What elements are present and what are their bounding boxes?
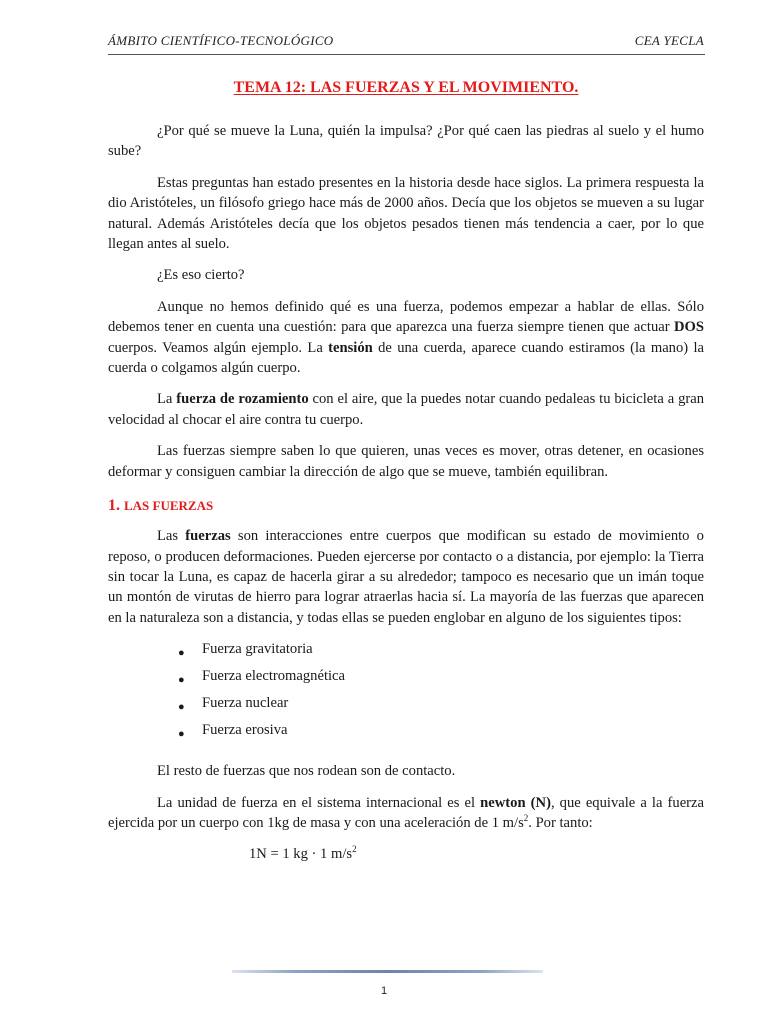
header-divider bbox=[108, 54, 705, 55]
superscript: 2 bbox=[523, 813, 529, 824]
list-item-label: Fuerza gravitatoria bbox=[202, 641, 313, 658]
intro-paragraph-6: Las fuerzas siempre saben lo que quieren, unas veces es mover, otras detener, en ocasiones deformar y consiguen cambiar la dirección de algo que se mueve, también equilibran. bbox=[108, 443, 704, 480]
newton-formula bbox=[249, 844, 704, 864]
footer-divider bbox=[232, 970, 543, 973]
force-types-list bbox=[108, 639, 704, 747]
text-run: Aunque no hemos definido qué es una fuerza, podemos empezar a hablar de ellas. Sólo debemos tener en cuenta una cuestión: para que aparezca una fuerza siempre tienen que actuar bbox=[108, 298, 704, 336]
list-item bbox=[178, 666, 704, 693]
section-heading bbox=[108, 496, 704, 516]
text-run: La unidad de fuerza en el sistema internacional es el bbox=[157, 794, 481, 811]
list-item bbox=[178, 720, 704, 747]
superscript: 2 bbox=[352, 844, 357, 855]
formula-text: 1N = 1 kg · 1 m/s bbox=[249, 846, 353, 863]
text-run: son interacciones entre cuerpos que modifican su estado de movimiento o reposo, o producen deformaciones. Pueden ejercerse por contacto o a distancia, por ejemplo: la Tierra sin tocar la Luna, es capaz de hacerla girar a su alrededor; tampoco es necesario que un imán toque un montón de virutas de hierro para lograr atraerlas hacia sí. La mayoría de las fuerzas que aparecen en la naturaleza son a distancia, y todas ellas se pueden englobar en alguno de los siguientes tipos: bbox=[108, 528, 704, 626]
bullet-icon: ● bbox=[178, 701, 185, 714]
list-item bbox=[178, 639, 704, 666]
document-body bbox=[108, 72, 704, 864]
intro-paragraph-3: ¿Es eso cierto? bbox=[157, 267, 245, 284]
text-run: Las bbox=[157, 528, 186, 545]
bold-text: fuerzas bbox=[185, 528, 231, 545]
list-item-label: Fuerza erosiva bbox=[202, 722, 288, 739]
section-title: LAS FUERZAS bbox=[124, 498, 214, 514]
header-school: CEA YECLA bbox=[634, 33, 704, 48]
page-header bbox=[108, 33, 704, 53]
bold-text: newton (N) bbox=[480, 794, 551, 811]
intro-paragraph-5 bbox=[108, 389, 704, 430]
bold-text: tensión bbox=[328, 339, 373, 356]
intro-paragraph-1: ¿Por qué se mueve la Luna, quién la impulsa? ¿Por qué caen las piedras al suelo y el humo sube? bbox=[108, 123, 704, 160]
section-paragraph-3 bbox=[108, 793, 704, 834]
bold-text: fuerza de rozamiento bbox=[176, 391, 309, 408]
text-run: , que equivale a la fuerza ejercida por un cuerpo con 1kg de masa y con una aceleración de 1 m/s bbox=[108, 794, 704, 831]
text-run: con el aire, que la puedes notar cuando pedaleas tu bicicleta a gran velocidad al chocar el aire contra tu cuerpo. bbox=[108, 391, 705, 428]
document-title: TEMA 12: LAS FUERZAS Y EL MOVIMIENTO. bbox=[233, 79, 579, 96]
page-number: 1 bbox=[380, 985, 388, 997]
header-subject: ÁMBITO CIENTÍFICO-TECNOLÓGICO bbox=[108, 33, 334, 48]
section-paragraph-1 bbox=[108, 526, 704, 628]
intro-paragraph-4 bbox=[108, 297, 704, 379]
intro-paragraph-2: Estas preguntas han estado presentes en la historia desde hace siglos. La primera respuesta la dio Aristóteles, un filósofo griego hace más de 2000 años. Decía que los objetos se mueven a su lugar natural. Además Aristóteles decía que los objetos pesados tienen más tendencia a caer, por lo que llegan antes al suelo. bbox=[108, 174, 704, 253]
bold-text: DOS bbox=[673, 319, 704, 336]
text-run: . Por tanto: bbox=[528, 814, 593, 831]
list-item-label: Fuerza nuclear bbox=[202, 695, 289, 712]
list-item-label: Fuerza electromagnética bbox=[202, 668, 346, 685]
section-number: 1. bbox=[108, 497, 120, 515]
bullet-icon: ● bbox=[178, 674, 185, 687]
text-run: cuerpos. Veamos algún ejemplo. La bbox=[108, 339, 329, 356]
list-item bbox=[178, 693, 704, 720]
bullet-icon: ● bbox=[178, 647, 185, 660]
section-paragraph-2: El resto de fuerzas que nos rodean son de contacto. bbox=[157, 763, 456, 780]
text-run: La bbox=[157, 391, 177, 408]
text-run: de una cuerda, aparece cuando estiramos (la mano) la cuerda o colgamos algún cuerpo. bbox=[108, 339, 704, 377]
bullet-icon: ● bbox=[178, 728, 185, 741]
